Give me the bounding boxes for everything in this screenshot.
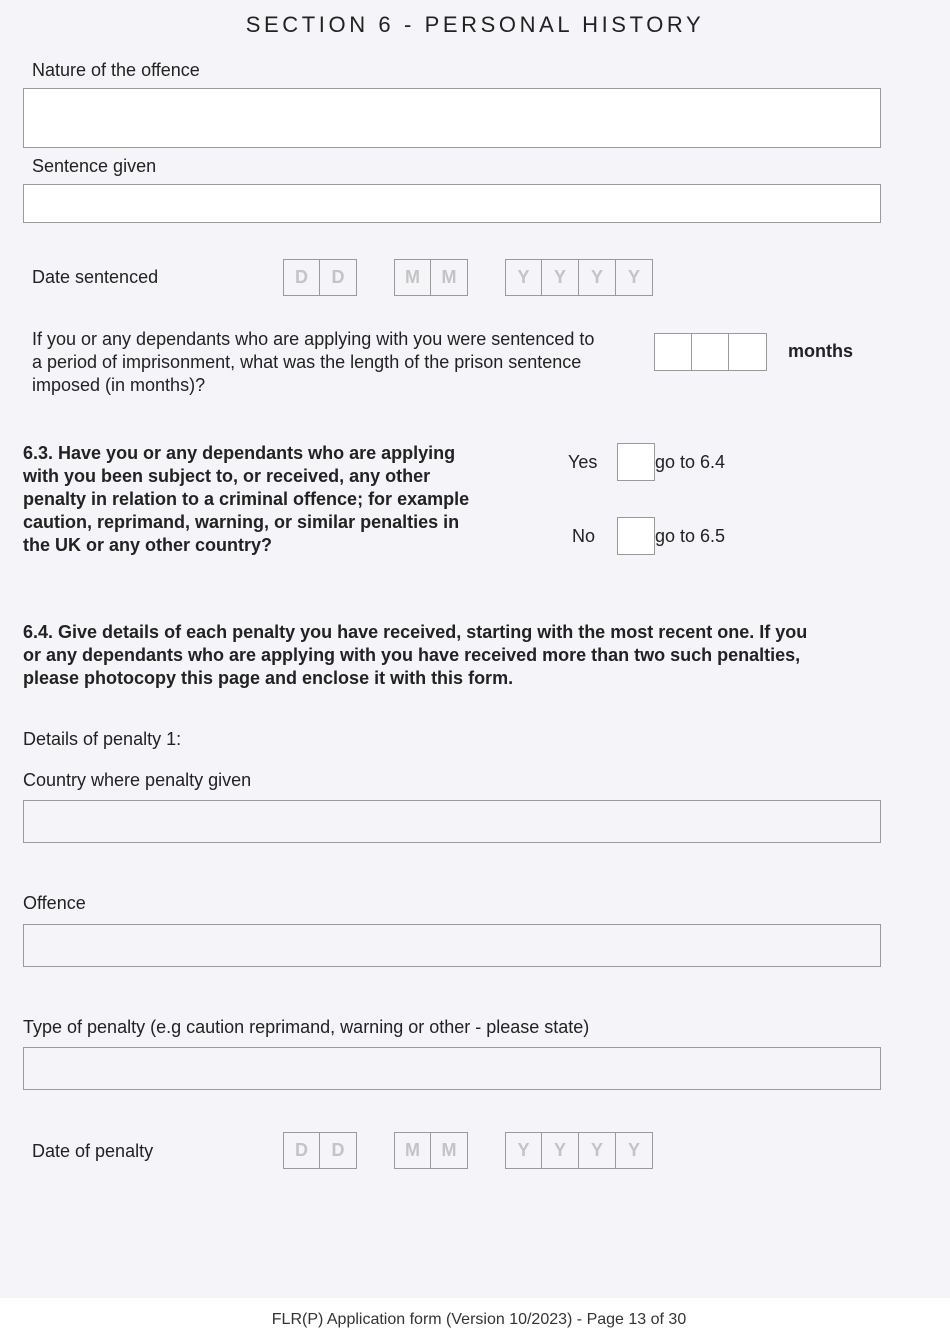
penalty-1-heading: Details of penalty 1: — [23, 729, 182, 749]
date-sentenced-year — [505, 259, 653, 296]
date-sentenced-year-digit-2[interactable]: Y — [542, 259, 579, 296]
offence-field[interactable] — [23, 924, 881, 967]
penalty-type-label: Type of penalty (e.g caution reprimand, warning or other - please state) — [23, 1017, 590, 1037]
q6-4-line-2: or any dependants who are applying with you have received more than two such penalties, — [23, 645, 801, 665]
q6-3-line-2: with you been subject to, or received, any other — [23, 466, 431, 486]
date-of-penalty-day — [283, 1132, 357, 1169]
months-digit-1[interactable] — [654, 333, 692, 371]
penalty-year-digit-2[interactable]: Y — [542, 1132, 579, 1169]
date-sentenced-year-digit-3[interactable]: Y — [579, 259, 616, 296]
q6-3-line-1: 6.3. Have you or any dependants who are applying — [23, 443, 456, 463]
date-sentenced-month-digit-2[interactable]: M — [431, 259, 468, 296]
no-checkbox[interactable] — [617, 517, 655, 555]
country-label: Country where penalty given — [23, 770, 252, 790]
date-sentenced-month — [394, 259, 468, 296]
yes-label: Yes — [568, 452, 598, 472]
q6-4-line-1: 6.4. Give details of each penalty you have received, starting with the most recent one. If you — [23, 622, 808, 642]
q6-3-line-3: penalty in relation to a criminal offence; for example — [23, 489, 470, 509]
date-sentenced-label: Date sentenced — [32, 267, 159, 287]
date-sentenced-day-digit-1[interactable]: D — [283, 259, 320, 296]
q6-4-line-3: please photocopy this page and enclose it with this form. — [23, 668, 514, 688]
no-label: No — [572, 526, 596, 546]
question-6-3 — [23, 442, 513, 557]
penalty-year-digit-1[interactable]: Y — [505, 1132, 542, 1169]
penalty-month-digit-1[interactable]: M — [394, 1132, 431, 1169]
penalty-year-digit-3[interactable]: Y — [579, 1132, 616, 1169]
prison-sentence-months-boxes — [654, 333, 767, 371]
date-sentenced-month-digit-1[interactable]: M — [394, 259, 431, 296]
date-of-penalty-label: Date of penalty — [32, 1141, 154, 1161]
nature-of-offence-field[interactable] — [23, 88, 881, 148]
section-title: SECTION 6 - PERSONAL HISTORY — [245, 12, 705, 37]
prison-sentence-line-1: If you or any dependants who are applying with you were sentenced to — [32, 329, 595, 349]
date-sentenced-year-digit-4[interactable]: Y — [616, 259, 653, 296]
q6-3-line-4: caution, reprimand, warning, or similar penalties in — [23, 512, 460, 532]
penalty-type-field[interactable] — [23, 1047, 881, 1090]
prison-sentence-question — [32, 328, 647, 397]
date-of-penalty-month — [394, 1132, 468, 1169]
date-sentenced-day-digit-2[interactable]: D — [320, 259, 357, 296]
no-goto-label: go to 6.5 — [655, 526, 726, 546]
date-sentenced-year-digit-1[interactable]: Y — [505, 259, 542, 296]
sentence-given-field[interactable] — [23, 184, 881, 223]
nature-of-offence-label: Nature of the offence — [32, 60, 200, 80]
months-unit-label: months — [788, 341, 853, 361]
question-6-4 — [23, 621, 923, 690]
penalty-month-digit-2[interactable]: M — [431, 1132, 468, 1169]
months-digit-3[interactable] — [729, 333, 767, 371]
q6-3-line-5: the UK or any other country? — [23, 535, 273, 555]
months-digit-2[interactable] — [692, 333, 729, 371]
prison-sentence-line-2: a period of imprisonment, what was the length of the prison sentence — [32, 352, 582, 372]
page-footer: FLR(P) Application form (Version 10/2023) - Page 13 of 30 — [271, 1311, 687, 1328]
penalty-day-digit-1[interactable]: D — [283, 1132, 320, 1169]
country-field[interactable] — [23, 800, 881, 843]
date-of-penalty-year — [505, 1132, 653, 1169]
sentence-given-label: Sentence given — [32, 156, 157, 176]
prison-sentence-line-3: imposed (in months)? — [32, 375, 206, 395]
date-sentenced-day — [283, 259, 357, 296]
offence-label: Offence — [23, 893, 86, 913]
yes-goto-label: go to 6.4 — [655, 452, 726, 472]
penalty-year-digit-4[interactable]: Y — [616, 1132, 653, 1169]
yes-checkbox[interactable] — [617, 443, 655, 481]
penalty-day-digit-2[interactable]: D — [320, 1132, 357, 1169]
